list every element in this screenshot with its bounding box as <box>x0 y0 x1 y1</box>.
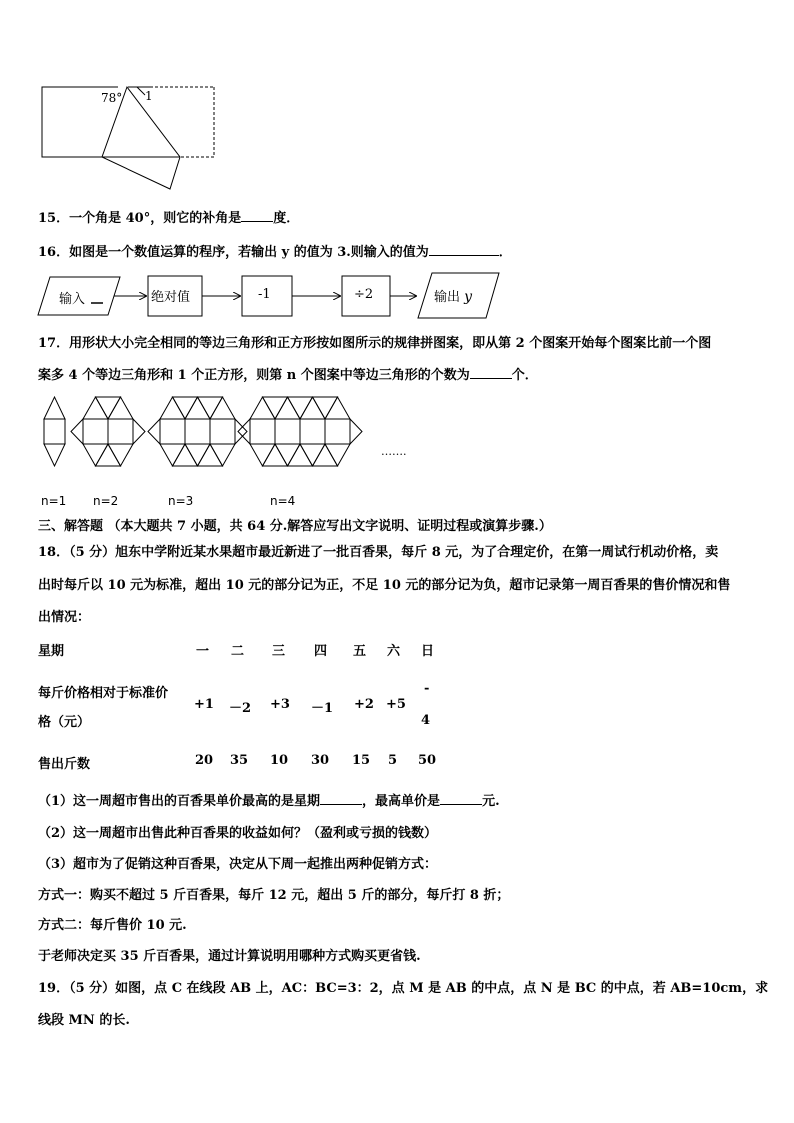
method-1: 方式一：购买不超过 5 斤百香果，每斤 12 元，超出 5 斤的部分，每斤打 8 折； <box>38 888 510 903</box>
question-18-part-2: （2）这一周超市出售此种百香果的收益如何？（盈利或亏损的钱数） <box>38 826 438 841</box>
flow-input-label: 输入 <box>59 292 86 307</box>
tile-square <box>250 419 275 444</box>
tile-triangle <box>44 444 65 466</box>
tile-triangle <box>96 444 121 466</box>
tile-triangle <box>83 444 108 466</box>
weekday-7: 日 <box>421 644 435 659</box>
price-tue: －2 <box>229 701 252 716</box>
question-19-line-1: 19．（5 分）如图，点 C 在线段 AB 上，AC：BC=3：2，点 M 是 AB 的中点，点 N 是 BC 的中点，若 AB=10cm，求 <box>38 981 769 996</box>
tile-square <box>83 419 108 444</box>
answer-blank <box>440 792 482 805</box>
tile-triangle <box>250 397 275 419</box>
sold-fri: 15 <box>352 753 371 768</box>
part-1-tail: 元. <box>482 794 500 809</box>
price-sat: +5 <box>386 697 406 712</box>
pattern-label-n1: n=1 <box>41 494 67 508</box>
tile-triangle <box>108 397 133 419</box>
tile-square <box>185 419 210 444</box>
flow-output-text: 输出 <box>434 290 461 305</box>
tile-triangle <box>133 419 145 444</box>
pattern-label-n2: n=2 <box>93 494 119 508</box>
tile-triangle <box>288 444 313 466</box>
tile-triangle <box>325 397 350 419</box>
tile-triangle <box>160 444 185 466</box>
question-17-text: 案多 4 个等边三角形和 1 个正方形，则第 n 个图案中等边三角形的个数为 <box>38 368 470 383</box>
tile-triangle <box>148 419 160 444</box>
tile-pattern-figure <box>0 0 794 490</box>
question-15-text: 15．一个角是 40°，则它的补角是 <box>38 211 242 226</box>
tile-triangle <box>210 444 235 466</box>
question-18-line-3: 出情况： <box>38 610 91 625</box>
question-15-tail: 度． <box>273 211 300 226</box>
tile-square <box>210 419 235 444</box>
question-16-text: 16．如图是一个数值运算的程序，若输出 y 的值为 3.则输入的值为 <box>38 245 429 260</box>
flow-output-var: y <box>464 289 473 305</box>
tile-square <box>160 419 185 444</box>
price-thu: －1 <box>311 701 334 716</box>
price-sun-value: 4 <box>421 713 431 728</box>
question-17-tail: 个． <box>511 368 538 383</box>
tile-triangle <box>350 419 362 444</box>
tile-triangle <box>250 444 275 466</box>
tile-triangle <box>108 444 133 466</box>
weekday-2: 二 <box>231 644 245 659</box>
tile-square <box>325 419 350 444</box>
price-wed: +3 <box>270 697 290 712</box>
question-18-line-2: 出时每斤以 10 元为标准，超出 10 元的部分记为正，不足 10 元的部分记为负，超市记录第一周百香果的售价情况和售 <box>38 578 731 593</box>
section-heading: 三、解答题 （本大题共 7 小题，共 64 分.解答应写出文字说明、证明过程或演算步骤.） <box>38 519 552 534</box>
tile-triangle <box>185 444 210 466</box>
pattern-label-n4: n=4 <box>270 494 296 508</box>
tile-triangle <box>275 397 300 419</box>
method-2: 方式二：每斤售价 10 元. <box>38 918 187 933</box>
sold-thu: 30 <box>311 753 330 768</box>
tile-triangle <box>313 444 338 466</box>
question-18-part-3: （3）超市为了促销这种百香果，决定从下周一起推出两种促销方式： <box>38 857 438 872</box>
tile-square <box>300 419 325 444</box>
pattern-label-n3: n=3 <box>168 494 194 508</box>
sold-wed: 10 <box>270 753 289 768</box>
row-label-sold: 售出斤数 <box>38 757 91 772</box>
weekday-1: 一 <box>196 644 210 659</box>
question-17-line-1: 17．用形状大小完全相同的等边三角形和正方形按如图所示的规律拼图案，即从第 2 个图案开始每个图案比前一个图 <box>38 336 712 351</box>
weekday-4: 四 <box>314 644 328 659</box>
tile-square <box>44 419 65 444</box>
flow-minus-label: -1 <box>258 287 271 302</box>
tile-triangle <box>198 444 223 466</box>
tile-triangle <box>160 397 185 419</box>
tile-triangle <box>263 444 288 466</box>
tile-triangle <box>173 397 198 419</box>
tile-triangle <box>325 444 350 466</box>
price-mon: +1 <box>194 697 214 712</box>
question-18-last: 于老师决定买 35 斤百香果，通过计算说明用哪种方式购买更省钱. <box>38 949 421 964</box>
tile-triangle <box>173 444 198 466</box>
tile-triangle <box>288 397 313 419</box>
tile-triangle <box>300 444 325 466</box>
flow-abs-label: 绝对值 <box>151 290 191 305</box>
tile-triangle <box>300 397 325 419</box>
weekday-6: 六 <box>387 644 401 659</box>
tile-square <box>108 419 133 444</box>
part-1-mid: ，最高单价是 <box>362 794 441 809</box>
question-19-line-2: 线段 MN 的长. <box>38 1013 130 1028</box>
pattern-ellipsis: ……. <box>381 445 407 458</box>
price-sun-sign: - <box>424 681 430 696</box>
angle-1-label: 1 <box>145 89 153 103</box>
sold-tue: 35 <box>230 753 249 768</box>
weekday-3: 三 <box>272 644 286 659</box>
tile-triangle <box>71 419 83 444</box>
tile-triangle <box>235 419 247 444</box>
sold-sat: 5 <box>388 753 398 768</box>
question-18-part-1 <box>38 790 500 809</box>
tile-triangle <box>96 397 121 419</box>
question-18-line-1: 18．（5 分）旭东中学附近某水果超市最近新进了一批百香果，每斤 8 元，为了合理定价，在第一周试行机动价格，卖 <box>38 545 719 560</box>
tile-triangle <box>210 397 235 419</box>
tile-triangle <box>275 444 300 466</box>
weekday-5: 五 <box>353 644 367 659</box>
tile-triangle <box>185 397 210 419</box>
question-16-tail: ． <box>498 245 512 260</box>
sold-sun: 50 <box>418 753 437 768</box>
sold-mon: 20 <box>195 753 214 768</box>
answer-blank <box>320 792 362 805</box>
tile-square <box>275 419 300 444</box>
flow-divide-label: ÷2 <box>354 287 374 302</box>
tile-triangle <box>198 397 223 419</box>
part-1-text: （1）这一周超市售出的百香果单价最高的是星期 <box>38 794 321 809</box>
angle-78-label: 78° <box>101 91 123 105</box>
tile-triangle <box>238 419 250 444</box>
row-label-weekday: 星期 <box>38 644 65 659</box>
price-fri: +2 <box>354 697 374 712</box>
row-label-price-2: 格（元） <box>38 715 91 730</box>
tile-triangle <box>313 397 338 419</box>
row-label-price-1: 每斤价格相对于标准价 <box>38 686 169 701</box>
tile-triangle <box>263 397 288 419</box>
tile-triangle <box>44 397 65 419</box>
tile-triangle <box>83 397 108 419</box>
